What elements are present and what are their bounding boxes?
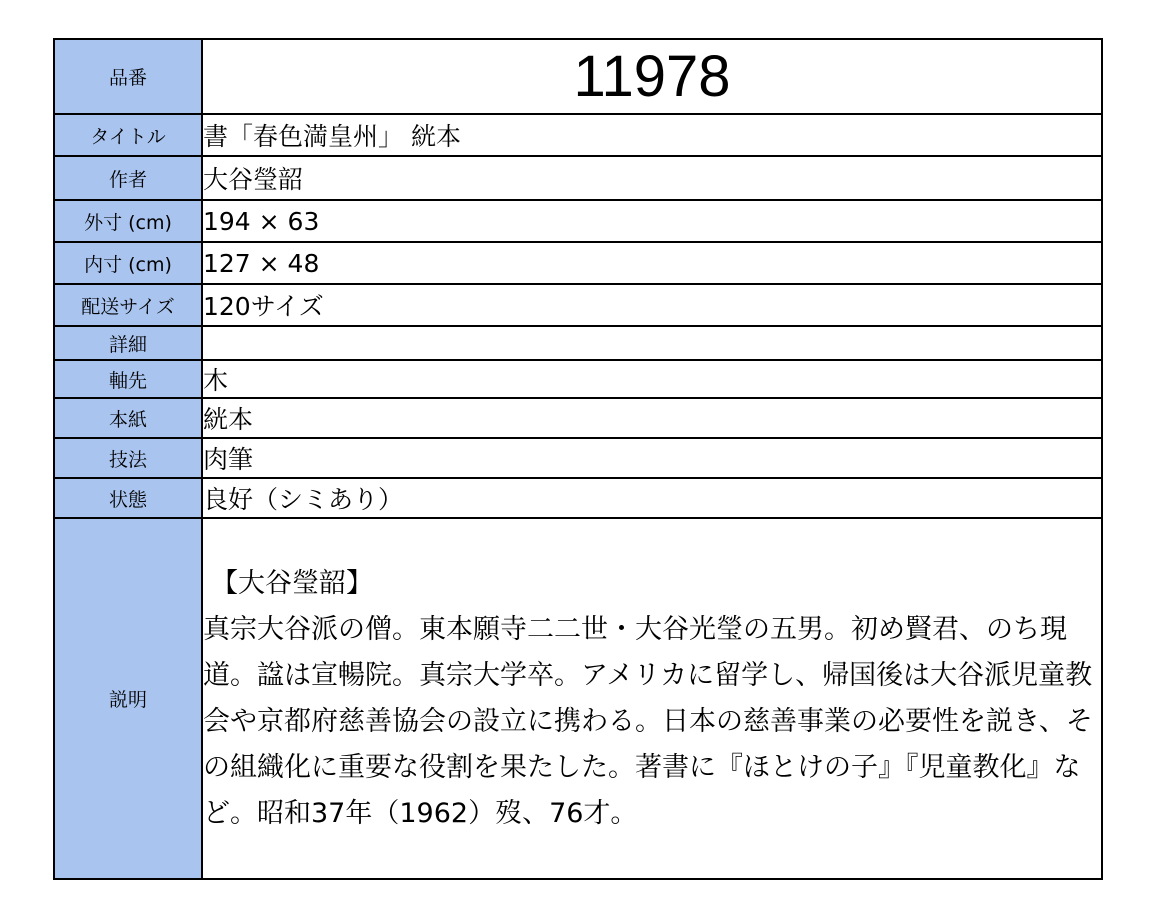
label-condition: 状態 bbox=[54, 478, 202, 518]
row-shipping-size bbox=[54, 284, 1102, 326]
row-outer-size bbox=[54, 200, 1102, 242]
value-outer-size: 194 × 63 bbox=[202, 200, 1102, 242]
row-author bbox=[54, 156, 1102, 200]
value-technique: 肉筆 bbox=[202, 438, 1102, 478]
description-heading: 【大谷瑩韶】 bbox=[211, 567, 373, 599]
value-roller-end: 木 bbox=[202, 360, 1102, 398]
row-base-material bbox=[54, 398, 1102, 438]
label-description: 説明 bbox=[54, 518, 202, 879]
label-base-material: 本紙 bbox=[54, 398, 202, 438]
row-technique bbox=[54, 438, 1102, 478]
row-details bbox=[54, 326, 1102, 360]
label-item-number: 品番 bbox=[54, 39, 202, 114]
label-roller-end: 軸先 bbox=[54, 360, 202, 398]
label-details: 詳細 bbox=[54, 326, 202, 360]
value-inner-size: 127 × 48 bbox=[202, 242, 1102, 284]
value-item-number: 11978 bbox=[202, 39, 1102, 114]
value-title: 書「春色満皇州」 絖本 bbox=[202, 114, 1102, 156]
value-condition: 良好（シミあり） bbox=[202, 478, 1102, 518]
row-description bbox=[54, 518, 1102, 879]
row-condition bbox=[54, 478, 1102, 518]
label-inner-size: 内寸 (cm) bbox=[54, 242, 202, 284]
value-base-material: 絖本 bbox=[202, 398, 1102, 438]
value-author: 大谷瑩韶 bbox=[202, 156, 1102, 200]
item-spec-table bbox=[53, 38, 1103, 880]
label-outer-size: 外寸 (cm) bbox=[54, 200, 202, 242]
description-body: 真宗大谷派の僧。東本願寺二二世・大谷光瑩の五男。初め賢君、のち現道。諡は宣暢院。真宗大学卒。アメリカに留学し、帰国後は大谷派児童教会や京都府慈善協会の設立に携わる。日本の慈善事業の必要性を説き、その組織化に重要な役割を果たした。著書に『ほとけの子』『児童教化』など。昭和37年（1962）歿、76才。 bbox=[203, 613, 1093, 829]
row-item-number bbox=[54, 39, 1102, 114]
label-author: 作者 bbox=[54, 156, 202, 200]
label-shipping-size: 配送サイズ bbox=[54, 284, 202, 326]
label-title: タイトル bbox=[54, 114, 202, 156]
label-technique: 技法 bbox=[54, 438, 202, 478]
value-shipping-size: 120サイズ bbox=[202, 284, 1102, 326]
row-roller-end bbox=[54, 360, 1102, 398]
value-details bbox=[202, 326, 1102, 360]
row-title bbox=[54, 114, 1102, 156]
description-cell bbox=[202, 518, 1102, 879]
row-inner-size bbox=[54, 242, 1102, 284]
